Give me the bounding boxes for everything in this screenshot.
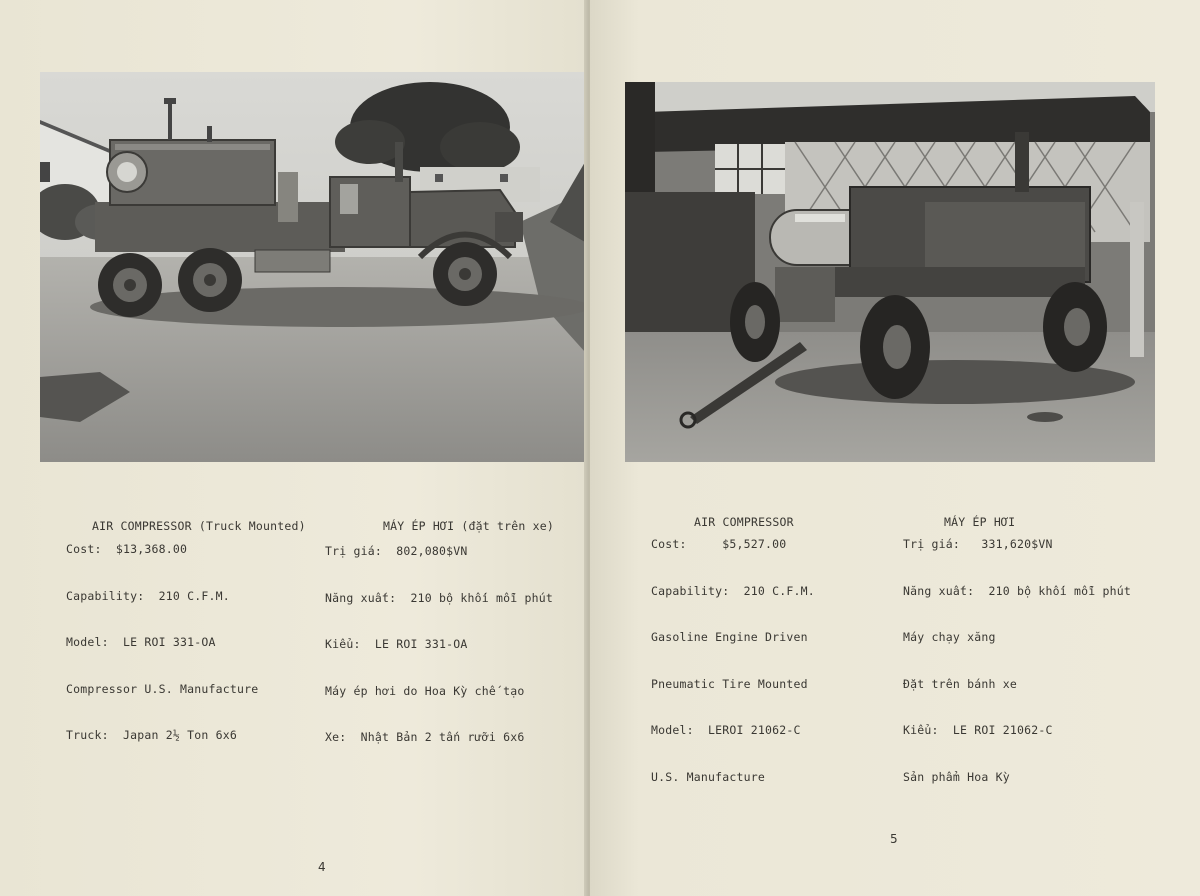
model-line-vi: Kiểu: LE ROI 331-OA (325, 637, 468, 651)
english-details-left (66, 511, 258, 775)
caption-heading-vi: MÁY ÉP HƠI (đặt trên xe) (383, 519, 554, 533)
model-line-right: Model: LEROI 21062-C (651, 723, 801, 737)
model-line: Model: LE ROI 331-OA (66, 635, 216, 649)
cost-line-vi: Trị giá: 802,080$VN (325, 544, 468, 558)
trailer-photo-illustration (625, 82, 1155, 462)
page-number-right: 5 (890, 832, 898, 846)
capability-line-right: Capability: 210 C.F.M. (651, 583, 815, 598)
manufacture-line-vi: Máy ép hơi do Hoa Kỳ chế tạo (325, 683, 525, 698)
caption-heading-right: AIR COMPRESSOR (694, 515, 794, 529)
left-page (0, 0, 588, 896)
trailer-compressor-photo (625, 82, 1155, 462)
english-details-right (651, 506, 815, 816)
tire-line: Pneumatic Tire Mounted (651, 676, 808, 691)
engine-line-vi: Máy chạy xăng (903, 630, 996, 644)
manufacture-line-vi-right: Sản phẩm Hoa Kỳ (903, 769, 1010, 784)
caption-heading: AIR COMPRESSOR (Truck Mounted) (92, 519, 306, 533)
manufacture-line: Compressor U.S. Manufacture (66, 681, 259, 696)
vietnamese-details-left (325, 513, 553, 777)
capability-line-vi-right: Năng xuất: 210 bộ khối mỗi phút (903, 583, 1131, 598)
caption-heading-vi-right: MÁY ÉP HƠI (944, 515, 1016, 529)
page-number-left: 4 (318, 860, 326, 874)
capability-line: Capability: 210 C.F.M. (66, 588, 230, 603)
right-page (590, 0, 1200, 896)
truck-line: Truck: Japan 2½ Ton 6x6 (66, 728, 237, 742)
cost-line: Cost: $13,368.00 (66, 542, 188, 556)
capability-line-vi: Năng xuất: 210 bộ khối mỗi phút (325, 590, 553, 605)
truck-mounted-compressor-photo (40, 72, 585, 462)
cost-line-vi-right: Trị giá: 331,620$VN (903, 537, 1053, 551)
manufacture-line-right: U.S. Manufacture (651, 769, 765, 784)
cost-line-right: Cost: $5,527.00 (651, 537, 787, 551)
vietnamese-details-right (903, 506, 1131, 816)
tire-line-vi: Đặt trên bánh xe (903, 676, 1017, 691)
truck-line-vi: Xe: Nhật Bản 2 tấn rưỡi 6x6 (325, 730, 525, 744)
engine-line: Gasoline Engine Driven (651, 630, 808, 644)
truck-photo-illustration (40, 72, 585, 462)
model-line-vi-right: Kiểu: LE ROI 21062-C (903, 723, 1053, 737)
